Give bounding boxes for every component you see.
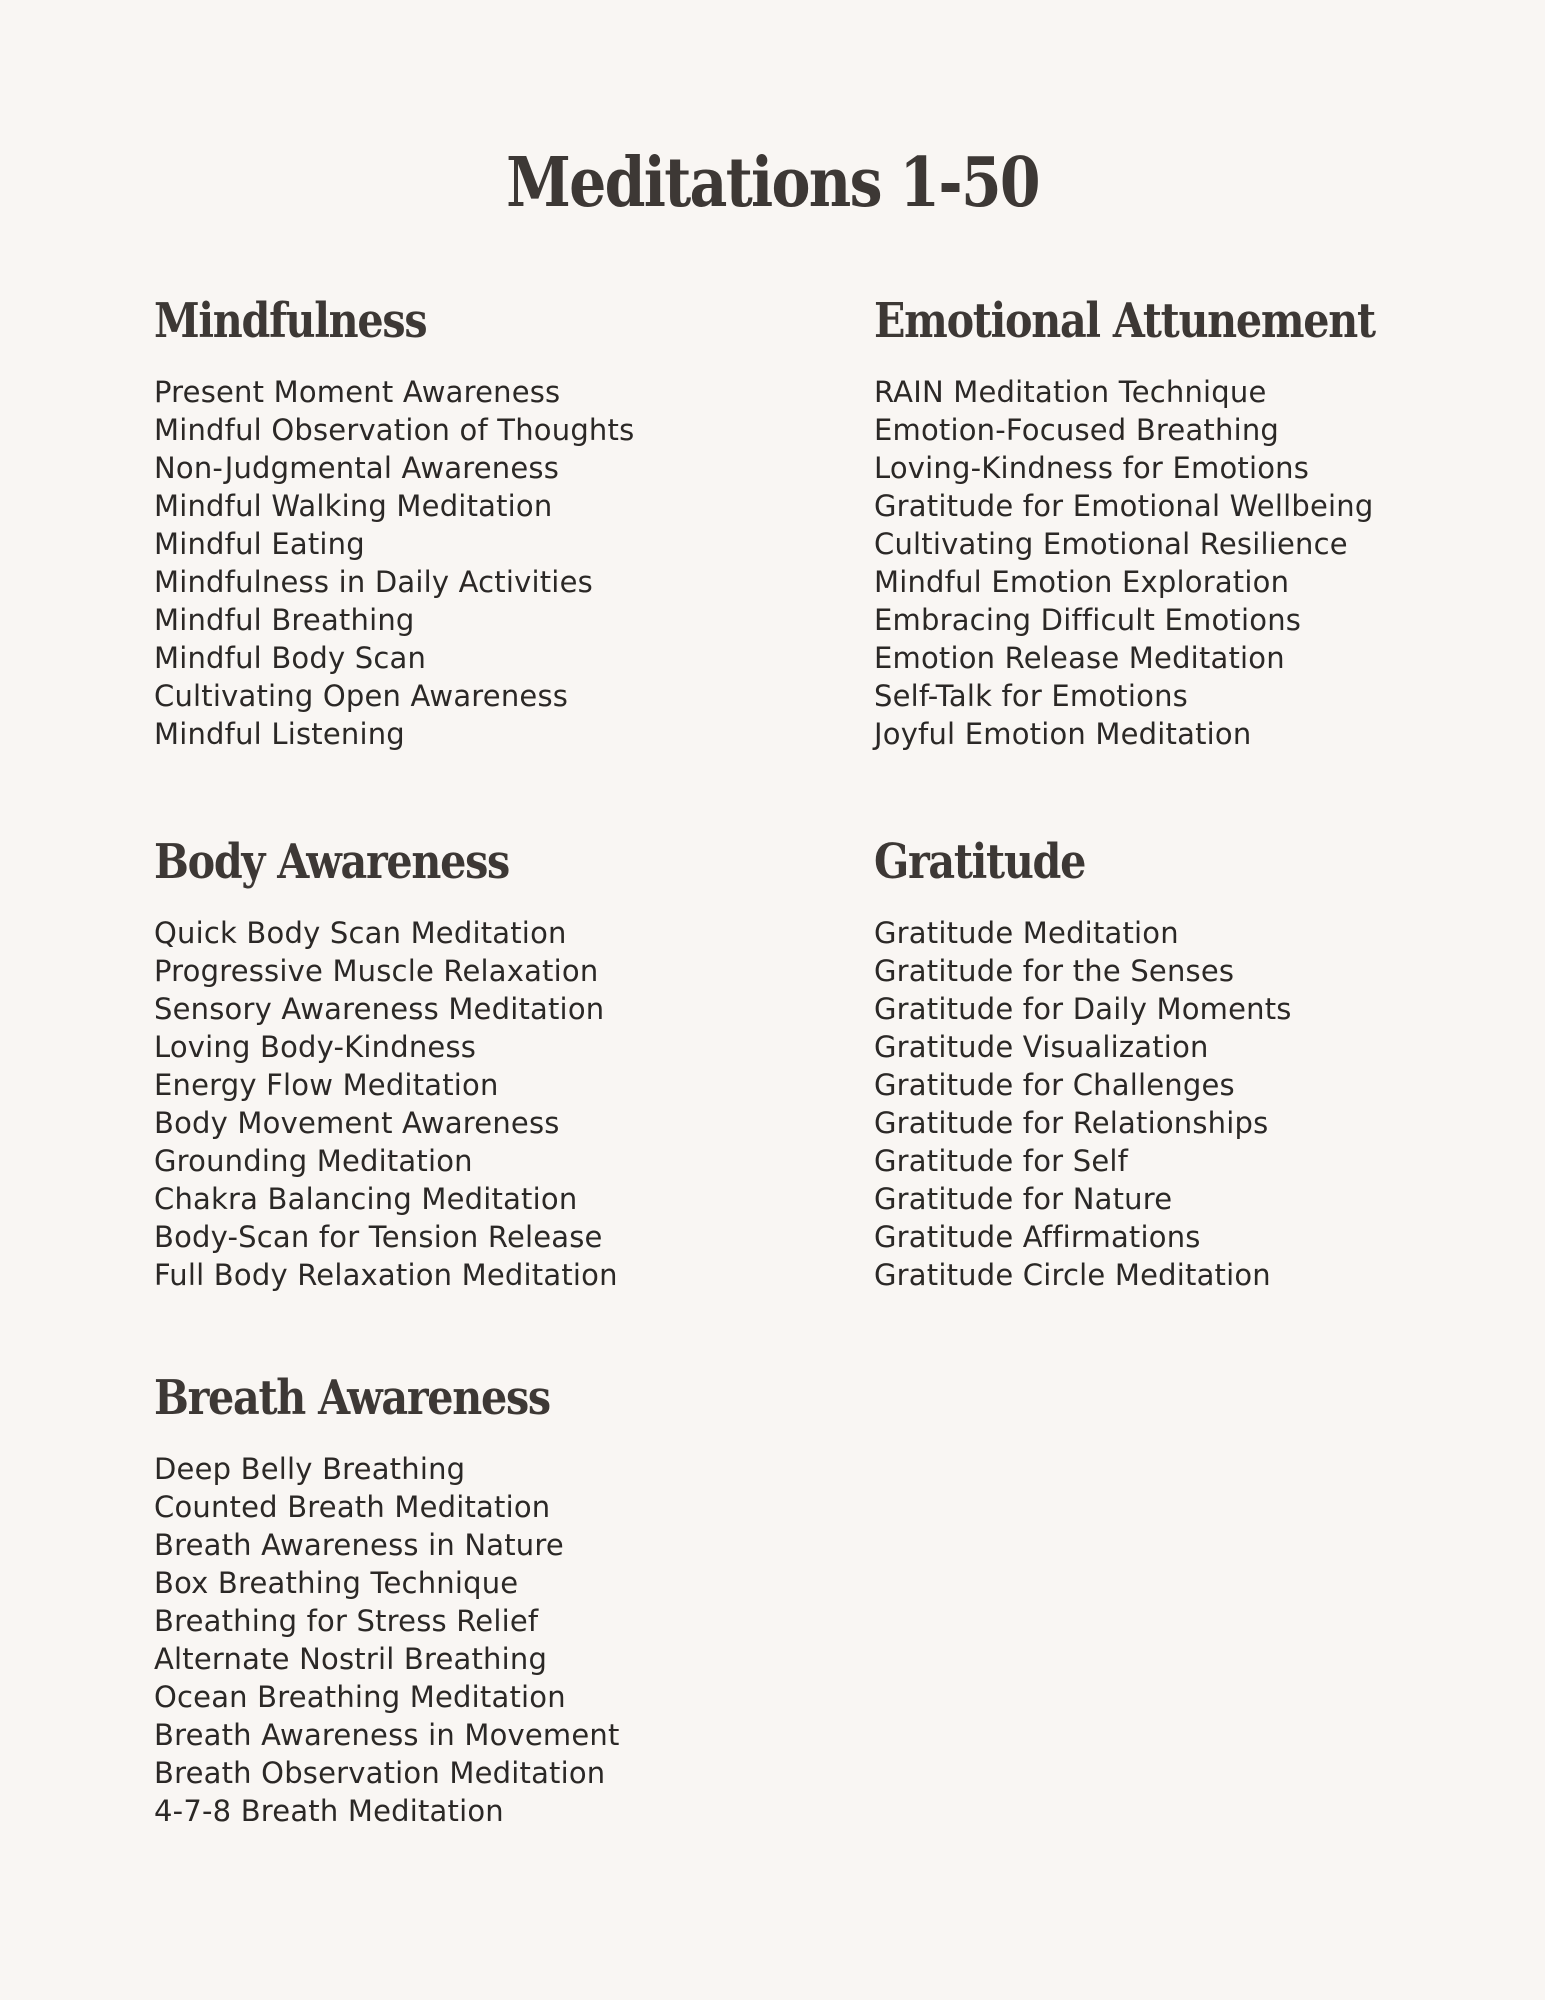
meditation-list-gratitude <box>874 914 1494 1294</box>
section-heading-gratitude: Gratitude <box>874 834 1086 890</box>
list-item: Sensory Awareness Meditation <box>154 992 605 1026</box>
list-item: Cultivating Emotional Resilience <box>874 527 1348 561</box>
meditation-list-mindfulness <box>154 373 774 753</box>
list-item: Gratitude for Emotional Wellbeing <box>874 489 1374 523</box>
section-breath-awareness <box>154 1368 774 1830</box>
list-item: Breath Awareness in Nature <box>154 1528 564 1562</box>
list-item: Gratitude Meditation <box>874 916 1179 950</box>
list-item: Non-Judgmental Awareness <box>154 451 560 485</box>
list-item: Mindful Walking Meditation <box>154 489 553 523</box>
section-gratitude <box>874 832 1494 1294</box>
list-item: Gratitude for Self <box>874 1144 1129 1178</box>
list-item: 4-7-8 Breath Meditation <box>154 1794 504 1828</box>
list-item: Cultivating Open Awareness <box>154 679 569 713</box>
list-item: Body-Scan for Tension Release <box>154 1220 603 1254</box>
list-item: Gratitude for Challenges <box>874 1068 1235 1102</box>
list-item: Present Moment Awareness <box>154 375 561 409</box>
list-item: Counted Breath Meditation <box>154 1490 551 1524</box>
list-item: Mindful Emotion Exploration <box>874 565 1290 599</box>
list-item: Gratitude for the Senses <box>874 954 1235 988</box>
section-heading-mindfulness: Mindfulness <box>154 293 427 349</box>
list-item: Box Breathing Technique <box>154 1566 519 1600</box>
list-item: Gratitude Visualization <box>874 1030 1209 1064</box>
list-item: Mindful Listening <box>154 717 405 751</box>
page-title: Meditations 1-50 <box>506 143 1039 223</box>
list-item: Energy Flow Meditation <box>154 1068 499 1102</box>
list-item: Mindful Body Scan <box>154 641 427 675</box>
list-item: Progressive Muscle Relaxation <box>154 954 599 988</box>
section-heading-body-awareness: Body Awareness <box>154 834 509 890</box>
list-item: Self-Talk for Emotions <box>874 679 1188 713</box>
section-heading-breath-awareness: Breath Awareness <box>154 1370 550 1426</box>
list-item: RAIN Meditation Technique <box>874 375 1267 409</box>
section-mindfulness <box>154 291 774 753</box>
list-item: Emotion-Focused Breathing <box>874 413 1280 447</box>
list-item: Breath Awareness in Movement <box>154 1718 620 1752</box>
meditation-list-body-awareness <box>154 914 774 1294</box>
meditation-list-emotional-attunement <box>874 373 1494 753</box>
list-item: Gratitude for Nature <box>874 1182 1173 1216</box>
list-item: Emotion Release Meditation <box>874 641 1285 675</box>
list-item: Mindful Observation of Thoughts <box>154 413 635 447</box>
list-item: Embracing Difficult Emotions <box>874 603 1302 637</box>
list-item: Gratitude for Daily Moments <box>874 992 1292 1026</box>
list-item: Mindful Eating <box>154 527 365 561</box>
section-emotional-attunement <box>874 291 1494 753</box>
list-item: Gratitude Affirmations <box>874 1220 1201 1254</box>
list-item: Body Movement Awareness <box>154 1106 560 1140</box>
list-item: Loving Body-Kindness <box>154 1030 477 1064</box>
list-item: Breath Observation Meditation <box>154 1756 606 1790</box>
section-body-awareness <box>154 832 774 1294</box>
list-item: Alternate Nostril Breathing <box>154 1642 548 1676</box>
list-item: Mindfulness in Daily Activities <box>154 565 593 599</box>
list-item: Gratitude Circle Meditation <box>874 1258 1271 1292</box>
list-item: Gratitude for Relationships <box>874 1106 1269 1140</box>
list-item: Mindful Breathing <box>154 603 415 637</box>
list-item: Deep Belly Breathing <box>154 1452 466 1486</box>
list-item: Grounding Meditation <box>154 1144 473 1178</box>
list-item: Loving-Kindness for Emotions <box>874 451 1310 485</box>
meditation-list-breath-awareness <box>154 1450 774 1830</box>
list-item: Full Body Relaxation Meditation <box>154 1258 618 1292</box>
list-item: Ocean Breathing Meditation <box>154 1680 566 1714</box>
section-heading-emotional-attunement: Emotional Attunement <box>874 293 1375 349</box>
list-item: Chakra Balancing Meditation <box>154 1182 578 1216</box>
list-item: Joyful Emotion Meditation <box>874 717 1252 751</box>
list-item: Breathing for Stress Relief <box>154 1604 539 1638</box>
list-item: Quick Body Scan Meditation <box>154 916 567 950</box>
